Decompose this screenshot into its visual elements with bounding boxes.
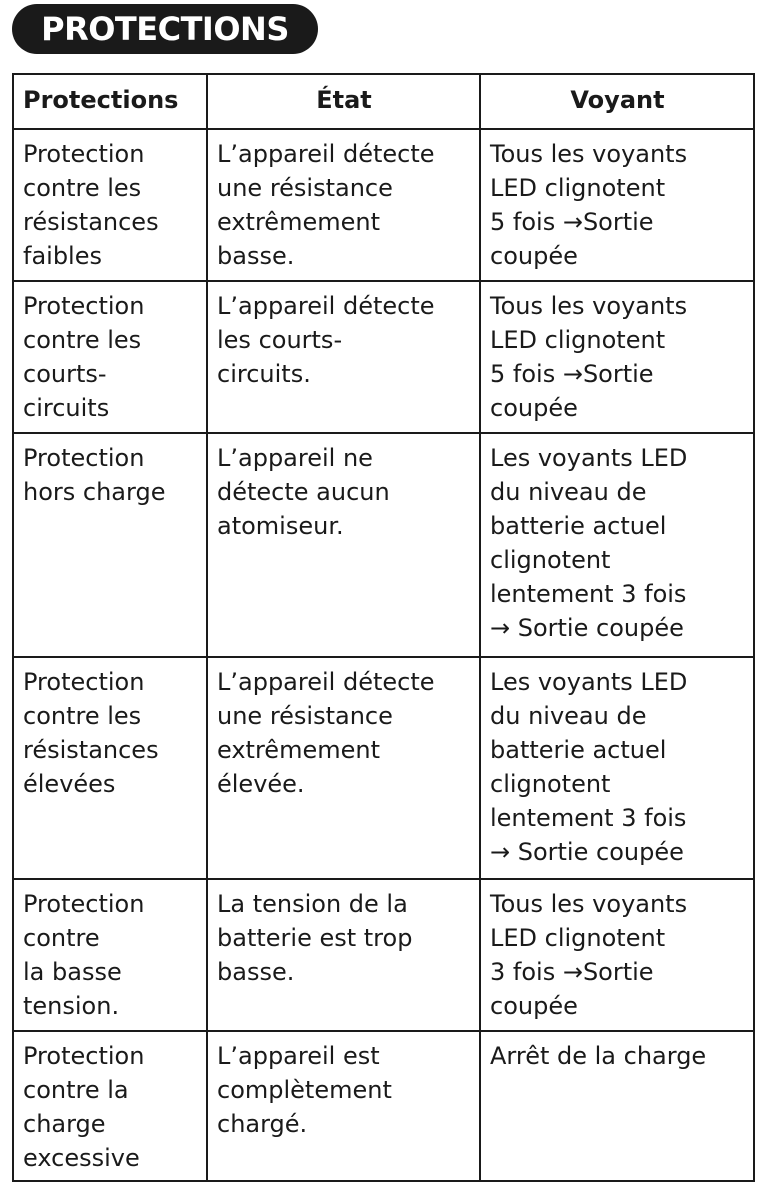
cell-protection: Protection contre les résistances élevées bbox=[13, 657, 207, 879]
cell-protection: Protection contre les courts- circuits bbox=[13, 281, 207, 433]
header-etat: État bbox=[207, 74, 480, 129]
cell-etat: L’appareil ne détecte aucun atomiseur. bbox=[207, 433, 480, 657]
header-row bbox=[13, 74, 754, 129]
cell-etat: L’appareil détecte une résistance extrêmement élevée. bbox=[207, 657, 480, 879]
cell-protection: Protection hors charge bbox=[13, 433, 207, 657]
cell-voyant: Tous les voyants LED clignotent 3 fois →Sortie coupée bbox=[480, 879, 754, 1031]
cell-etat: La tension de la batterie est trop basse. bbox=[207, 879, 480, 1031]
cell-voyant: Tous les voyants LED clignotent 5 fois →Sortie coupée bbox=[480, 281, 754, 433]
table-row bbox=[13, 657, 754, 879]
cell-protection: Protection contre les résistances faibles bbox=[13, 129, 207, 281]
table-row bbox=[13, 1031, 754, 1181]
protections-table bbox=[12, 73, 755, 1182]
header-voyant: Voyant bbox=[480, 74, 754, 129]
cell-protection: Protection contre la basse tension. bbox=[13, 879, 207, 1031]
cell-protection: Protection contre la charge excessive bbox=[13, 1031, 207, 1181]
cell-voyant: Arrêt de la charge bbox=[480, 1031, 754, 1181]
cell-etat: L’appareil est complètement chargé. bbox=[207, 1031, 480, 1181]
cell-voyant: Tous les voyants LED clignotent 5 fois →Sortie coupée bbox=[480, 129, 754, 281]
cell-voyant: Les voyants LED du niveau de batterie actuel clignotent lentement 3 fois → Sortie coupée bbox=[480, 657, 754, 879]
cell-etat: L’appareil détecte une résistance extrêmement basse. bbox=[207, 129, 480, 281]
section-title: PROTECTIONS bbox=[12, 4, 318, 54]
table-row bbox=[13, 281, 754, 433]
header-protections: Protections bbox=[13, 74, 207, 129]
table-row bbox=[13, 879, 754, 1031]
cell-voyant: Les voyants LED du niveau de batterie actuel clignotent lentement 3 fois → Sortie coupée bbox=[480, 433, 754, 657]
table-row bbox=[13, 433, 754, 657]
table-row bbox=[13, 129, 754, 281]
cell-etat: L’appareil détecte les courts- circuits. bbox=[207, 281, 480, 433]
